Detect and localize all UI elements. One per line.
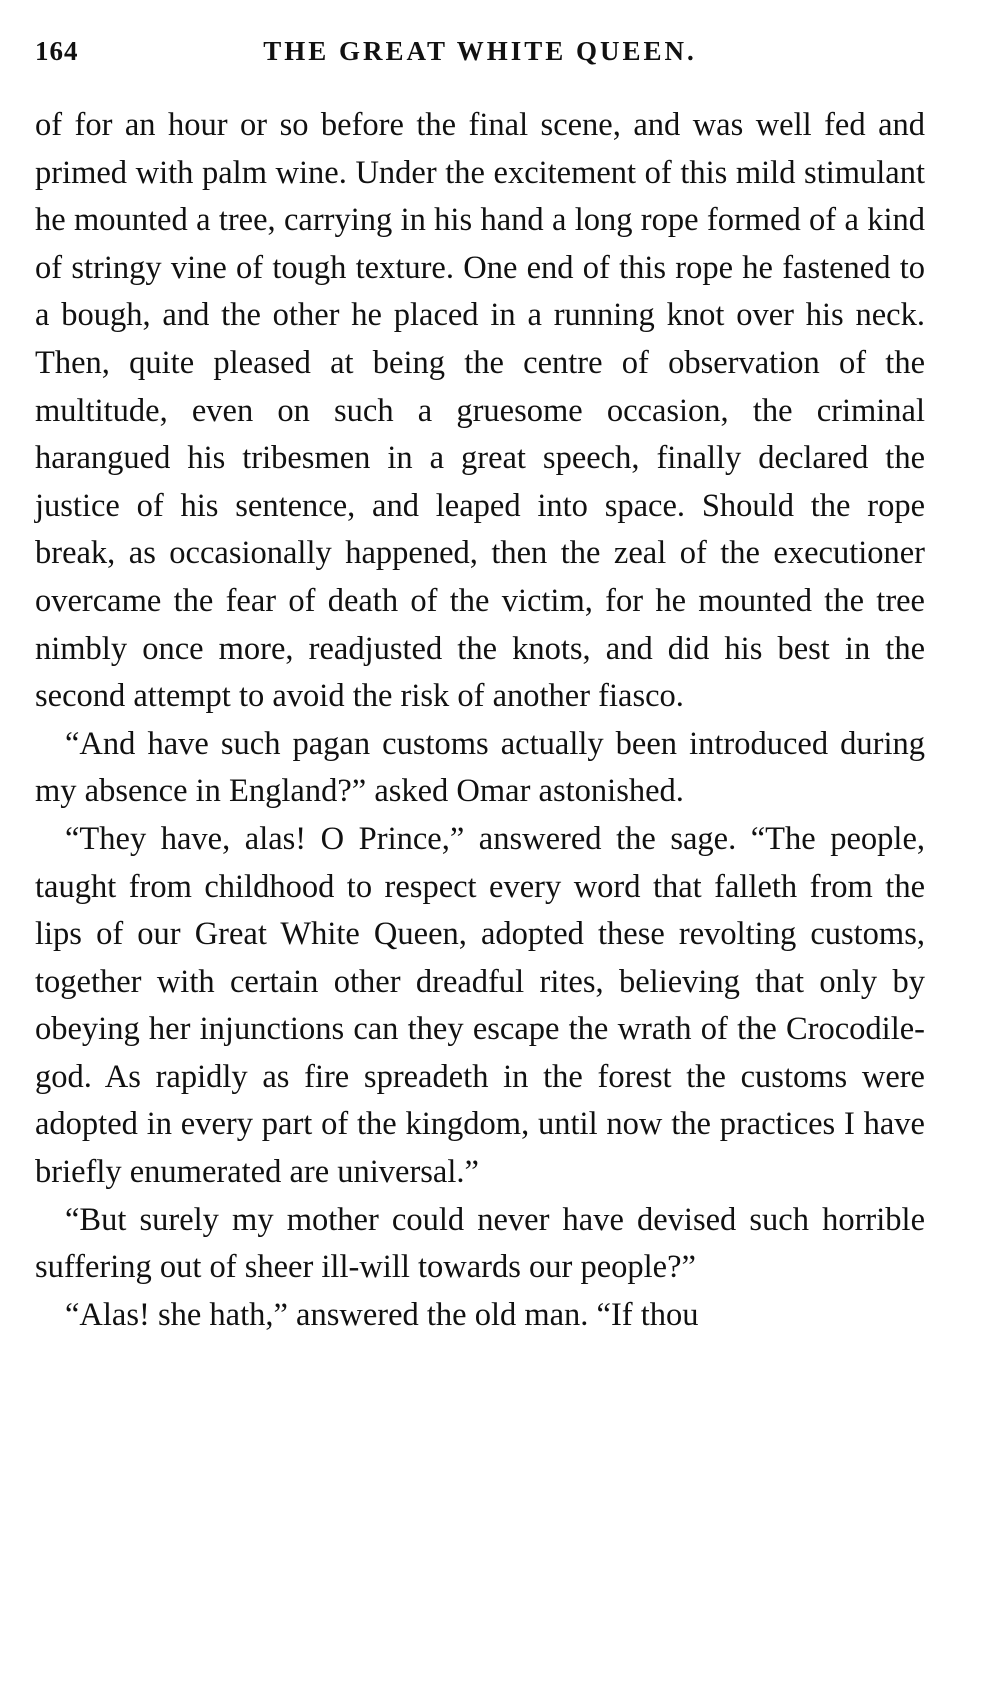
page-header xyxy=(35,36,925,76)
paragraph-continued: of for an hour or so before the final scene, and was well fed and primed with palm wine. Under the excitement of this mild stimulant he mounted a tree, carrying in his hand a long rope formed of a kind of stringy vine of tough texture. One end of this rope he fastened to a bough, and the other he placed in a running knot over his neck. Then, quite pleased at being the centre of observation of the multitude, even on such a gruesome occasion, the criminal harangued his tribesmen in a great speech, finally declared the justice of his sentence, and leaped into space. Should the rope break, as occasionally happened, then the zeal of the executioner overcame the fear of death of the victim, for he mounted the tree nimbly once more, readjusted the knots, and did his best in the second attempt to avoid the risk of another fiasco. xyxy=(35,107,925,715)
body-text xyxy=(35,102,925,1339)
paragraph-old-man-reply: “Alas! she hath,” answered the old man. “If thou xyxy=(65,1296,699,1333)
paragraph-omar-question: “And have such pagan customs actually been introduced during my absence in England?” asked Omar astonished. xyxy=(35,725,925,810)
running-head: THE GREAT WHITE QUEEN. xyxy=(263,36,697,66)
paragraph-sage-answer: “They have, alas! O Prince,” answered the sage. “The people, taught from childhood to respect every word that falleth from the lips of our Great White Queen, adopted these revolting customs, together with certain other dreadful rites, believing that only by obeying her injunctions can they escape the wrath of the Crocodile-god. As rapidly as fire spreadeth in the forest the customs were adopted in every part of the kingdom, until now the practices I have briefly enumerated are universal.” xyxy=(35,820,925,1191)
book-page xyxy=(35,0,925,1681)
page-number: 164 xyxy=(35,36,79,66)
paragraph-mother-question: “But surely my mother could never have devised such horrible suffering out of sheer ill-will towards our people?” xyxy=(35,1201,925,1286)
